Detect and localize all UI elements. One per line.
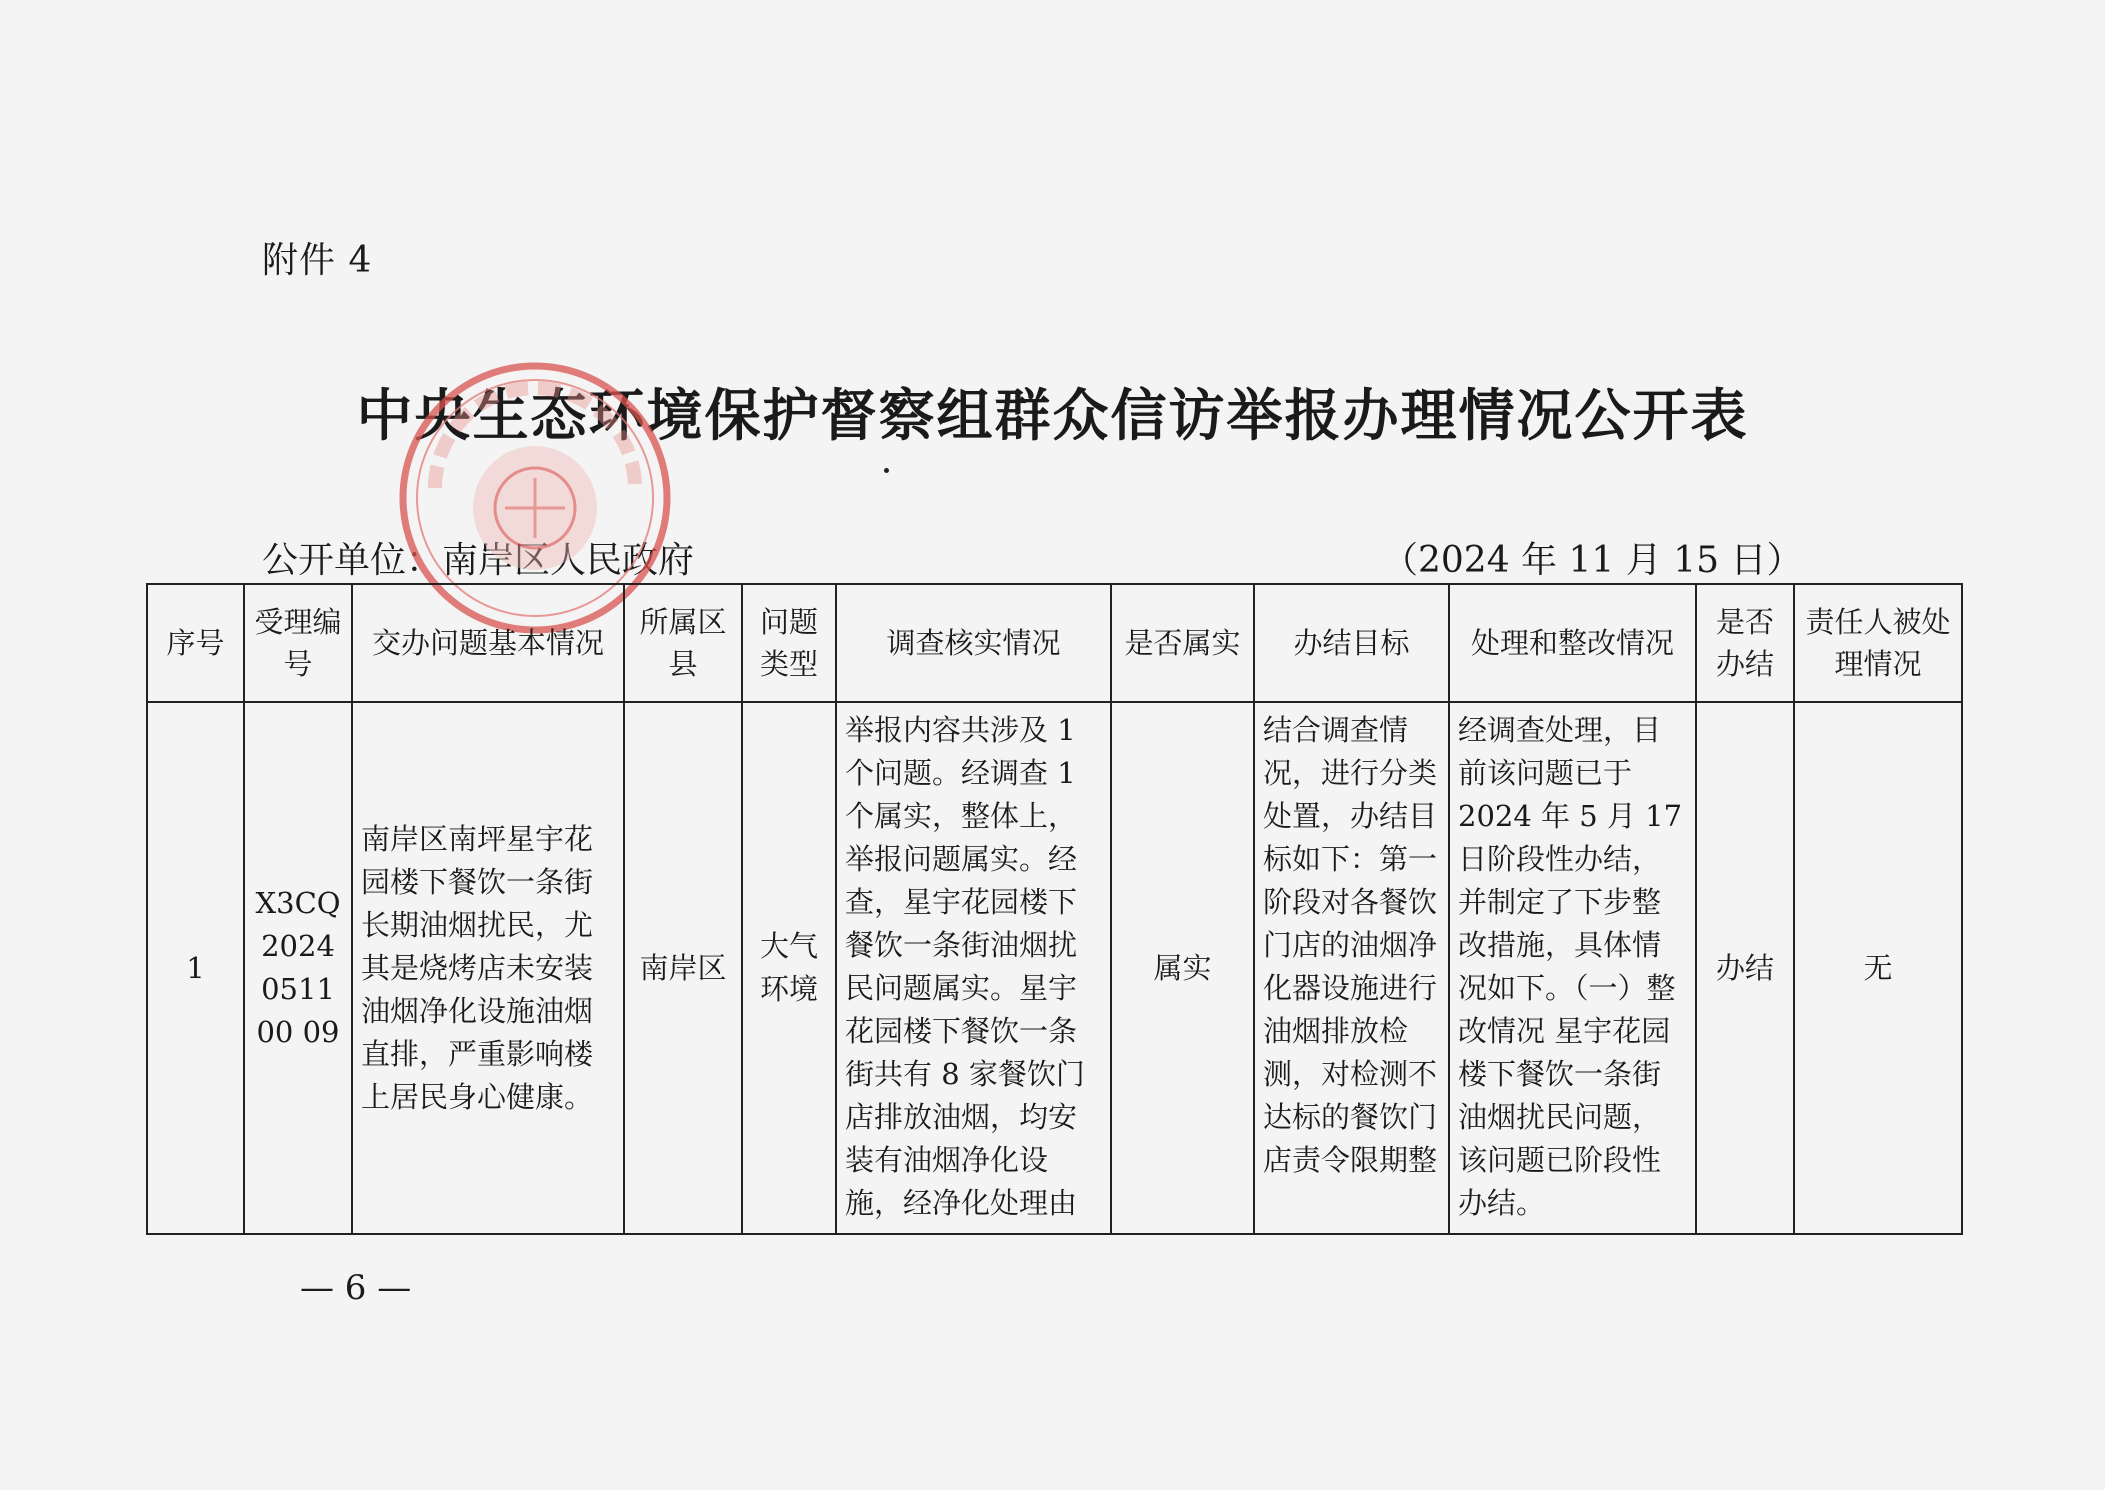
cell-goal: 结合调查情况，进行分类处置，办结目标如下：第一阶段对各餐饮门店的油烟净化器设施进行油烟排放检测，对检测不达标的餐饮门店责令限期整 (1254, 702, 1449, 1234)
cell-no: 1 (147, 702, 244, 1234)
cell-type: 大气环境 (742, 702, 836, 1234)
report-table (146, 583, 1963, 1235)
cell-id: X3CQ2024051100 09 (244, 702, 352, 1234)
publisher-label: 公开单位：南岸区人民政府 (262, 540, 695, 581)
cell-rectification: 经调查处理，目前该问题已于 2024 年 5 月 17 日阶段性办结，并制定了下步整改措施，具体情况如下。（一）整改情况 星宇花园楼下餐饮一条街油烟扰民问题，该问题已阶段性办结。 (1449, 702, 1696, 1234)
decorative-dot (884, 468, 889, 473)
attachment-label: 附件 4 (262, 240, 373, 281)
header-cell: 受理编号 (244, 584, 352, 702)
table-header-row (147, 584, 1962, 702)
table-row (147, 702, 1962, 1234)
cell-district: 南岸区 (624, 702, 742, 1234)
cell-verified: 属实 (1111, 702, 1254, 1234)
date-label: （2024 年 11 月 15 日） (1382, 540, 1803, 581)
cell-issue: 南岸区南坪星宇花园楼下餐饮一条街长期油烟扰民，尤其是烧烤店未安装油烟净化设施油烟直排，严重影响楼上居民身心健康。 (352, 702, 624, 1234)
header-cell: 是否办结 (1696, 584, 1794, 702)
cell-accountability: 无 (1794, 702, 1962, 1234)
header-cell: 办结目标 (1254, 584, 1449, 702)
header-cell: 所属区县 (624, 584, 742, 702)
header-cell: 问题类型 (742, 584, 836, 702)
cell-investigation: 举报内容共涉及 1 个问题。经调查 1 个属实，整体上，举报问题属实。经查，星宇花园楼下餐饮一条街油烟扰民问题属实。星宇花园楼下餐饮一条街共有 8 家餐饮门店排放油烟，均安装有油烟净化设施，经净化处理由 (836, 702, 1111, 1234)
header-cell: 处理和整改情况 (1449, 584, 1696, 702)
header-cell: 交办问题基本情况 (352, 584, 624, 702)
page-number: — 6 — (300, 1268, 412, 1308)
header-cell: 是否属实 (1111, 584, 1254, 702)
header-cell: 调查核实情况 (836, 584, 1111, 702)
header-cell: 序号 (147, 584, 244, 702)
header-cell: 责任人被处理情况 (1794, 584, 1962, 702)
document-title: 中央生态环境保护督察组群众信访举报办理情况公开表 (356, 384, 1749, 449)
cell-closed: 办结 (1696, 702, 1794, 1234)
